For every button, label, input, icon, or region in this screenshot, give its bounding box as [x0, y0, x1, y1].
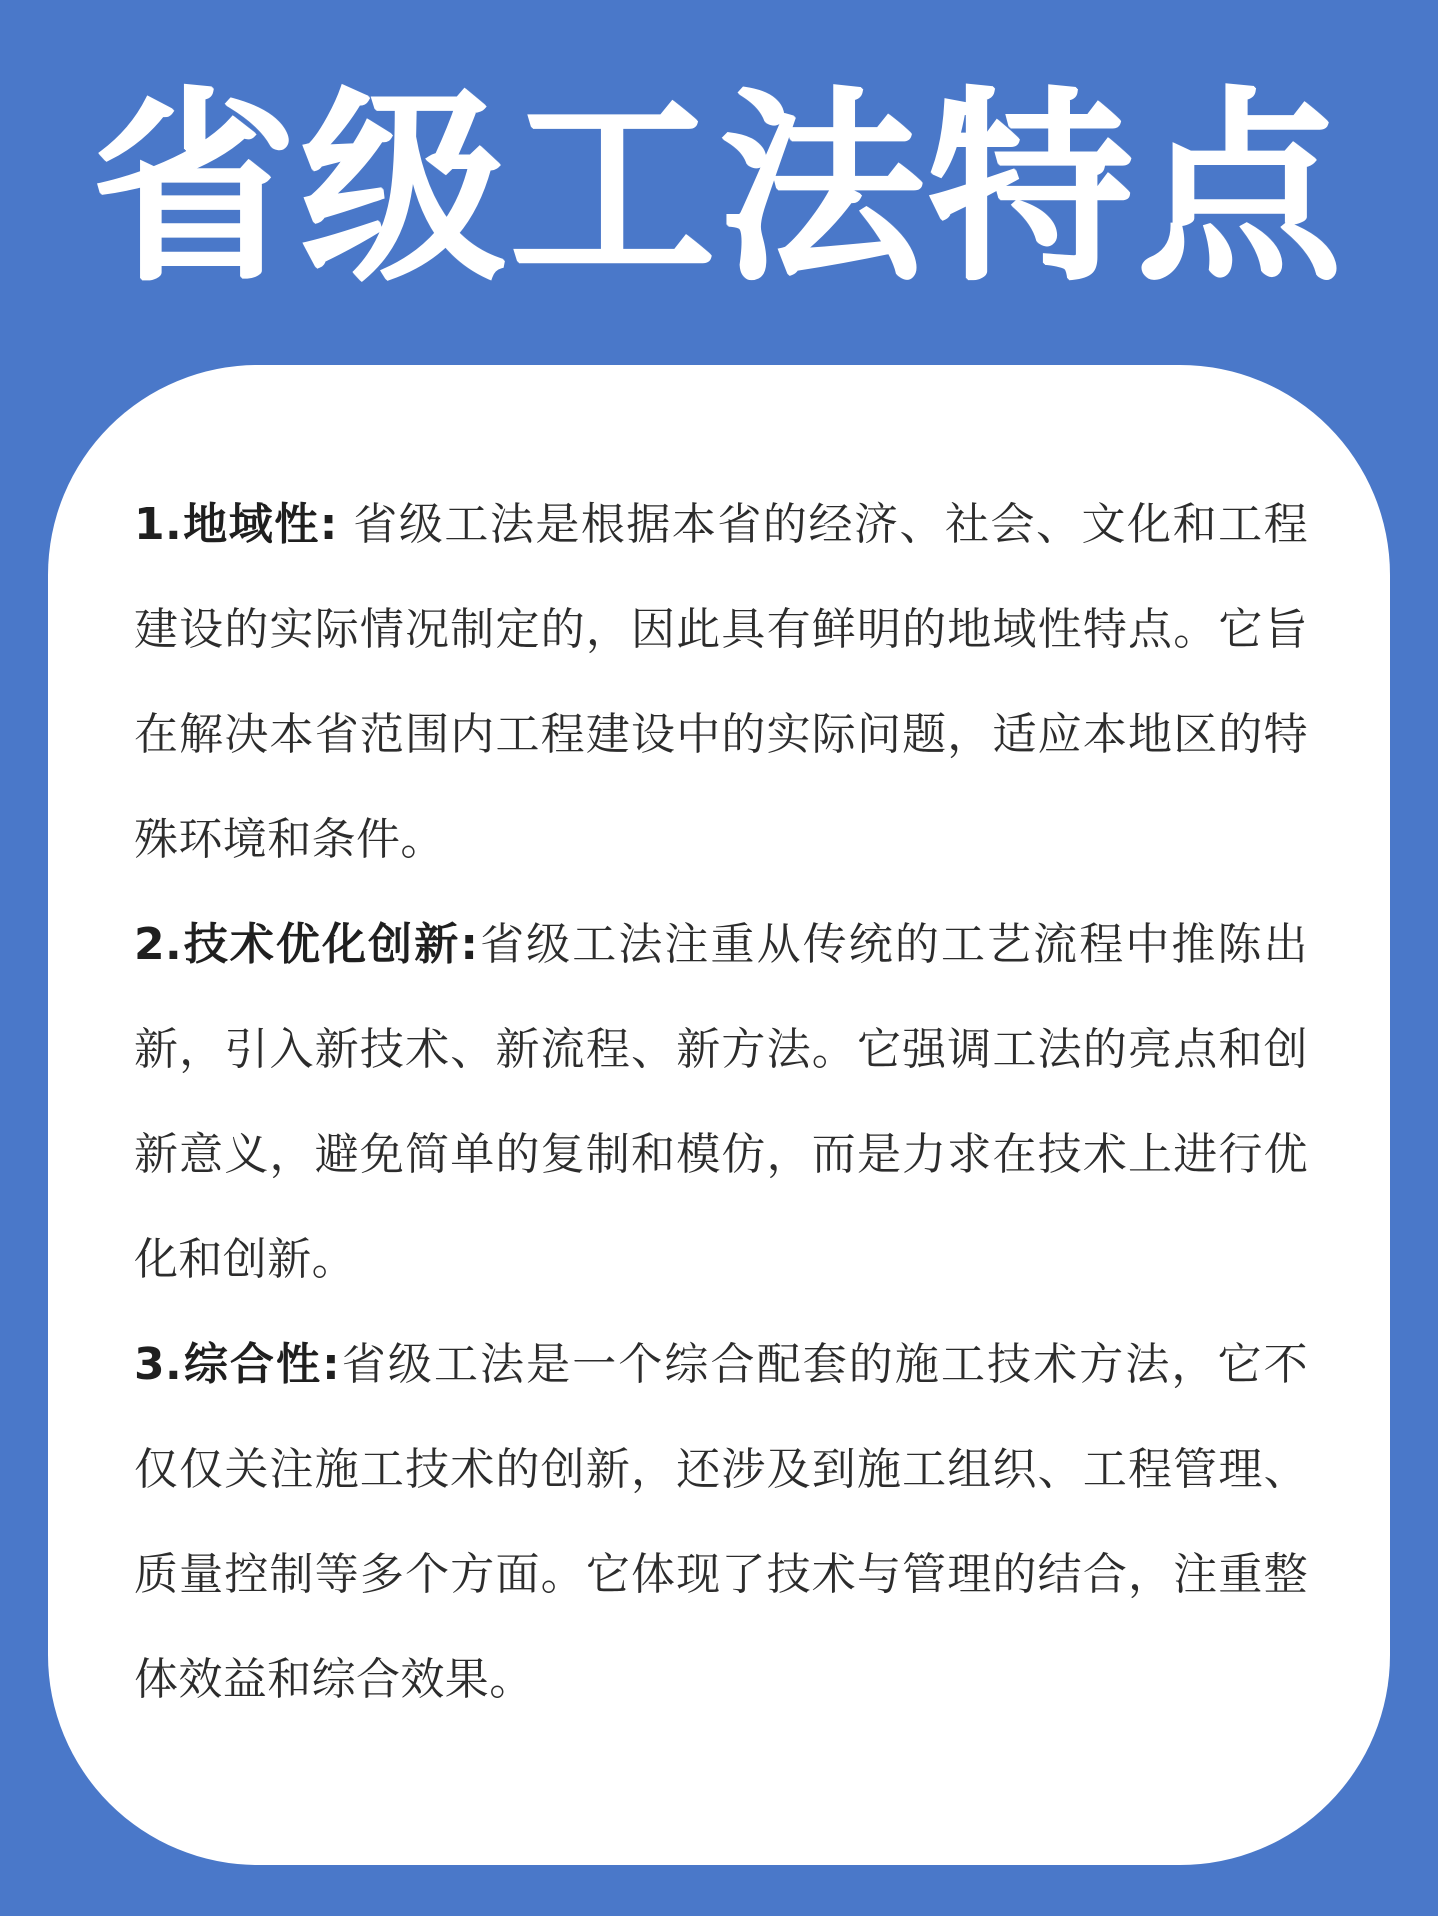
- section-text-3: 省级工法是一个综合配套的施工技术方法，它不仅仅关注施工技术的创新，还涉及到施工组织、工程管理、质量控制等多个方面。它体现了技术与管理的结合，注重整体效益和综合效果。: [134, 1339, 1308, 1705]
- section-label-1: 1.地域性:: [134, 499, 338, 550]
- section-paragraph-1: [134, 472, 1308, 892]
- section-label-2: 2.技术优化创新:: [134, 919, 479, 970]
- page-title: 省级工法特点: [92, 70, 1346, 309]
- section-label-3: 3.综合性:: [134, 1339, 341, 1390]
- section-paragraph-2: [134, 892, 1308, 1312]
- content-card: [48, 365, 1390, 1865]
- section-paragraph-3: [134, 1312, 1308, 1732]
- section-text-2: 省级工法注重从传统的工艺流程中推陈出新，引入新技术、新流程、新方法。它强调工法的亮点和创新意义，避免简单的复制和模仿，而是力求在技术上进行优化和创新。: [134, 919, 1309, 1285]
- section-text-1: 省级工法是根据本省的经济、社会、文化和工程建设的实际情况制定的，因此具有鲜明的地域性特点。它旨在解决本省范围内工程建设中的实际问题，适应本地区的特殊环境和条件。: [134, 499, 1308, 865]
